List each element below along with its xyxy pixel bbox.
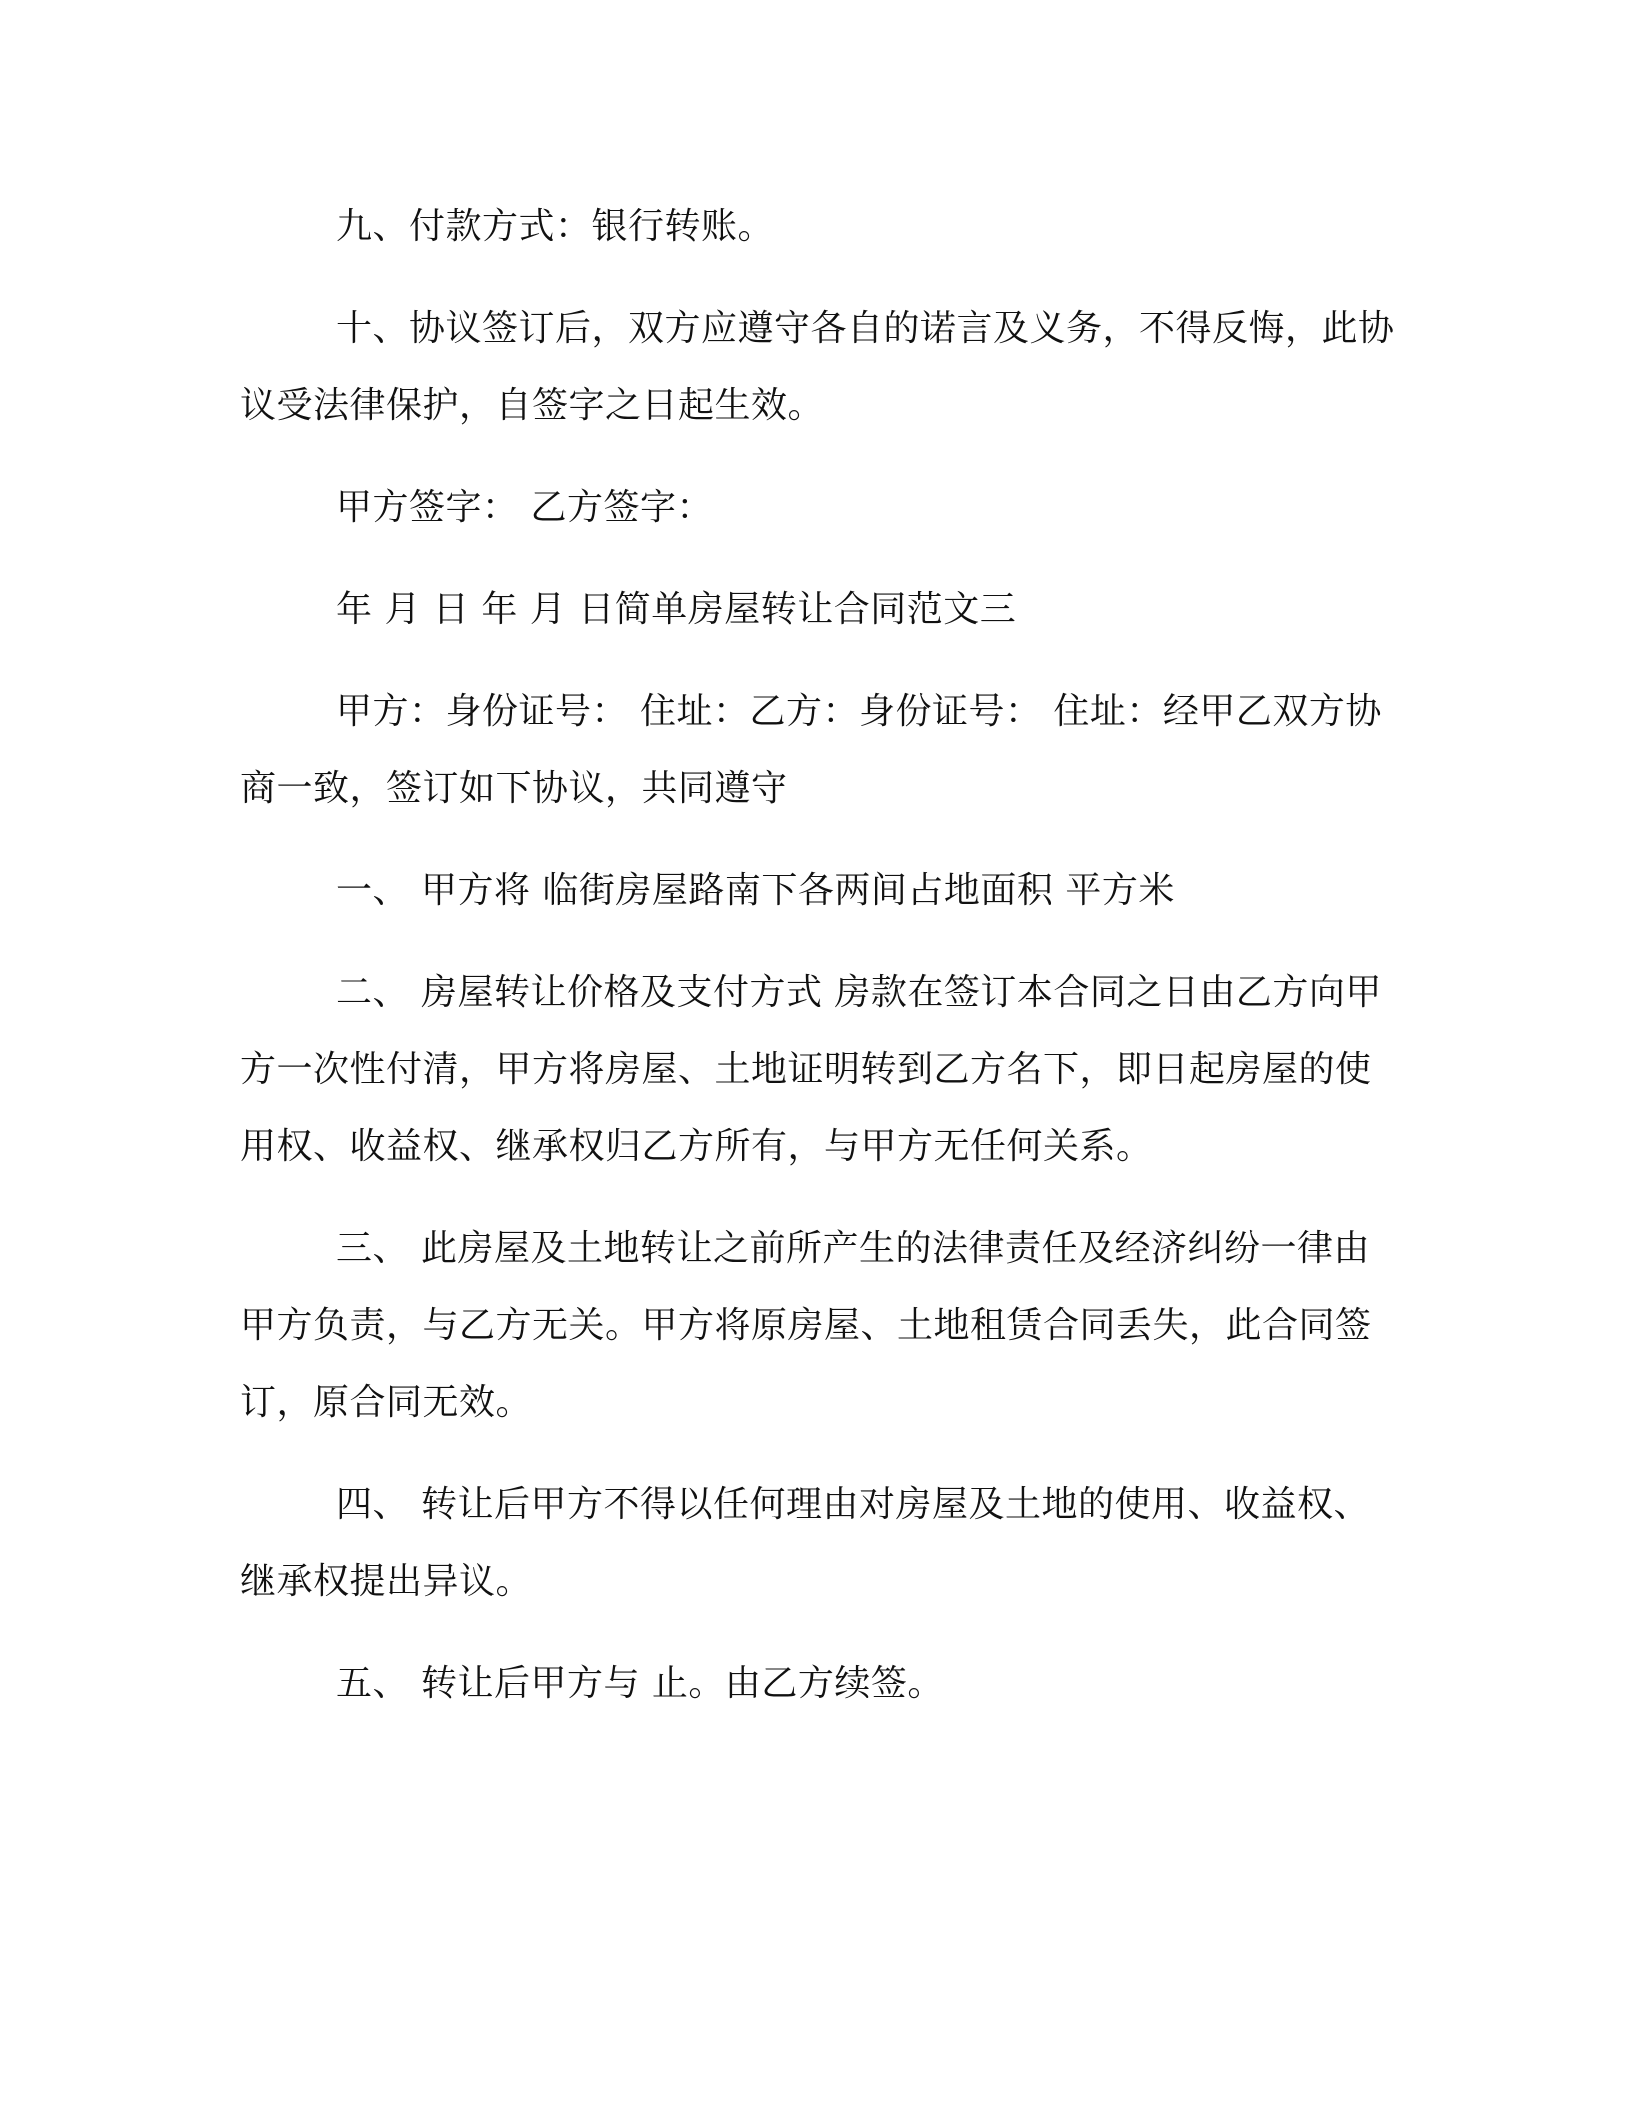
clause-one: 一、 甲方将 临街房屋路南下各两间占地面积 平方米	[336, 870, 1175, 911]
clause-three: 三、 此房屋及土地转让之前所产生的法律责任及经济纠纷一律由甲方负责，与乙方无关。甲方将原房屋、土地租赁合同丢失，此合同签订，原合同无效。	[240, 1228, 1372, 1423]
clause-payment-method: 九、付款方式：银行转账。	[336, 206, 775, 247]
clause-five: 五、 转让后甲方与 止。由乙方续签。	[336, 1663, 944, 1704]
date-and-section-title: 年 月 日 年 月 日简单房屋转让合同范文三	[336, 589, 1017, 630]
clause-agreement-effect: 十、协议签订后，双方应遵守各自的诺言及义务，不得反悔，此协议受法律保护，自签字之日起生效。	[240, 308, 1395, 426]
clause-two: 二、 房屋转让价格及支付方式 房款在签订本合同之日由乙方向甲方一次性付清，甲方将房屋、土地证明转到乙方名下，即日起房屋的使用权、收益权、继承权归乙方所有，与甲方无任何关系。	[240, 972, 1382, 1167]
signature-line: 甲方签字： 乙方签字：	[336, 487, 713, 528]
clause-four: 四、 转让后甲方不得以任何理由对房屋及土地的使用、收益权、继承权提出异议。	[240, 1484, 1370, 1602]
document-body	[240, 188, 1400, 1747]
parties-intro: 甲方：身份证号： 住址：乙方：身份证号： 住址：经甲乙双方协商一致，签订如下协议，共同遵守	[240, 691, 1382, 809]
